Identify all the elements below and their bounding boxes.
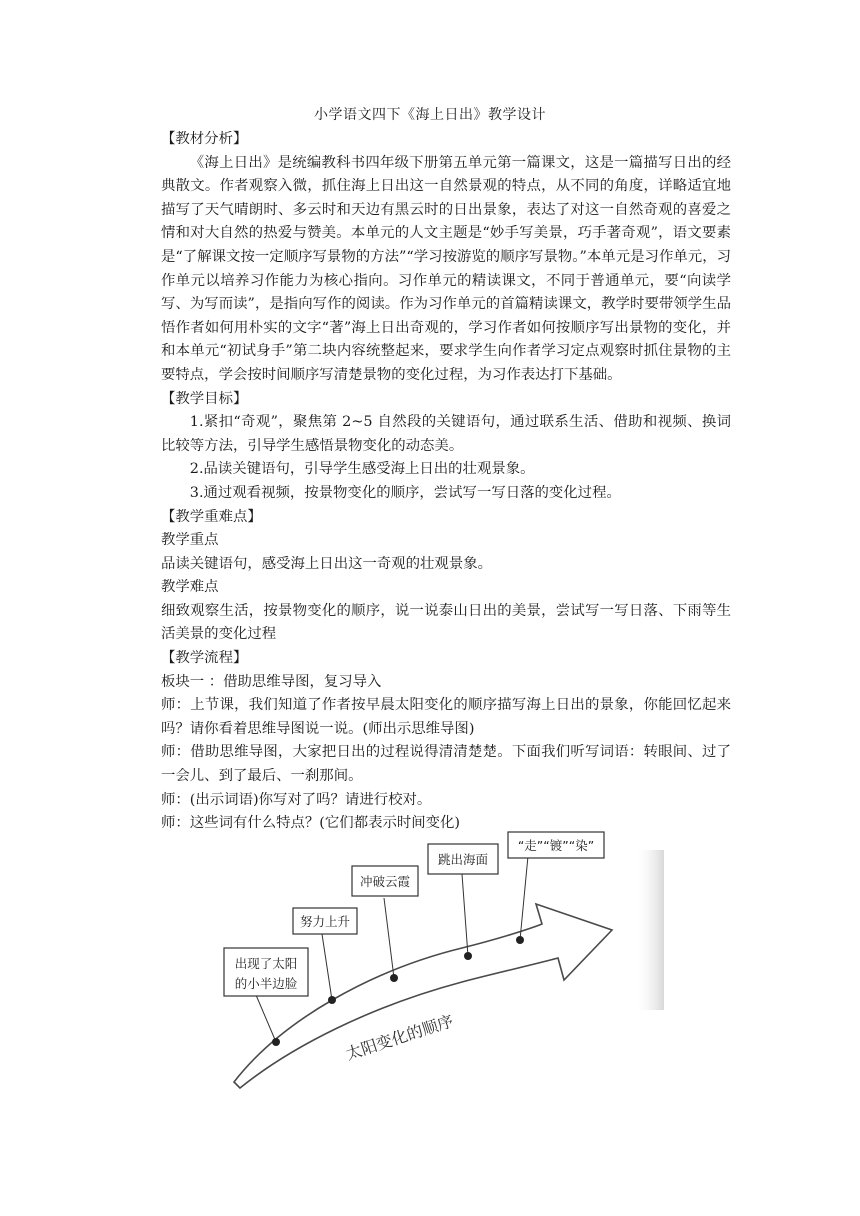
- stage-dot: [272, 1038, 280, 1046]
- stage-dot: [464, 952, 472, 960]
- subheading: 教学难点: [161, 579, 219, 596]
- objective-item: 3.通过观看视频，按景物变化的顺序，尝试写一写日落的变化过程。: [189, 484, 621, 501]
- stage-label: 冲破云霞: [359, 874, 411, 889]
- connector-line: [256, 995, 276, 1042]
- section-heading: 【教学流程】: [161, 650, 248, 667]
- stage-label: 的小半边脸: [234, 976, 298, 991]
- stage-dot: [328, 996, 336, 1004]
- paragraph: 细致观察生活，按景物变化的顺序，说一说泰山日出的美景，尝试写一写日落、下雨等生活美景的变化过程: [161, 602, 731, 643]
- paragraph: 《海上日出》是统编教科书四年级下册第五单元第一篇课文，这是一篇描写日出的经典散文。作者观察入微，抓住海上日出这一自然景观的特点，从不同的角度，详略适宜地描写了天气晴朗时、多云时和天边有黑云时的日出景象，表达了对这一自然奇观的喜爱之情和对大自然的热爱与赞美。本单元的人文主题是“妙手写美景，巧手著奇观”，语文要素是“了解课文按一定顺序写景物的方法”“学习按游览的顺序写景物。”本单元是习作单元，习作单元以培养习作能力为核心指向。习作单元的精读课文，不同于普通单元，要“向读学写、为写而读”，是指向写作的阅读。作为习作单元的首篇精读课文，教学时要带领学生品悟作者如何用朴实的文字“著”海上日出奇观的，学习作者如何按顺序写出景物的变化，并和本单元“初试身手”第二块内容统整起来，要求学生向作者学习定点观察时抓住景物的主要特点，学会按时间顺序写清楚景物的变化过程，为习作表达打下基础。: [161, 154, 731, 383]
- dialogue-line: 师：上节课，我们知道了作者按早晨太阳变化的顺序描写海上日出的景象，你能回忆起来吗？请你看着思维导图说一说。(师出示思维导图): [161, 697, 731, 737]
- stage-dot: [390, 974, 398, 982]
- objective-item: 2.品读关键语句，引导学生感受海上日出的壮观景象。: [189, 461, 535, 478]
- section-heading: 【教材分析】: [161, 131, 248, 147]
- page-shadow: [634, 850, 664, 1010]
- stage-label: 努力上升: [299, 914, 351, 929]
- dialogue-line: 师：借助思维导图，大家把日出的过程说得清清楚楚。下面我们听写词语：转眼间、过了一会儿、到了最后、一刹那间。: [161, 744, 731, 785]
- mind-map-svg: [172, 820, 664, 1096]
- objective-item: 1.紧扣“奇观”，聚焦第 2~5 自然段的关键语句，通过联系生活、借助和视频、换词比较等方法，引导学生感悟景物变化的动态美。: [161, 414, 731, 454]
- connector-line: [384, 898, 394, 978]
- connector-line: [462, 874, 468, 956]
- stage-label: 出现了太阳: [234, 956, 298, 971]
- paragraph: 品读关键语句，感受海上日出这一奇观的壮观景象。: [161, 555, 492, 572]
- document-title: 小学语文四下《海上日出》教学设计: [314, 107, 546, 123]
- subheading: 教学重点: [161, 532, 219, 549]
- section-heading: 【教学重难点】: [161, 508, 262, 525]
- section-heading: 【教学目标】: [161, 390, 248, 407]
- block-title: 板块一 ：借助思维导图，复习导入: [161, 673, 382, 690]
- mind-map-figure: [172, 820, 664, 1096]
- document-body: [161, 128, 731, 836]
- connector-line: [322, 934, 332, 1000]
- dialogue-line: 师：(出示词语)你写对了吗？请进行校对。: [161, 791, 432, 808]
- stage-dot: [516, 936, 524, 944]
- arrow-label: 太阳变化的顺序: [343, 1011, 456, 1064]
- connector-line: [520, 856, 528, 940]
- stage-label: 跳出海面: [437, 852, 489, 867]
- stage-label: “走”“镀”“染”: [517, 838, 595, 853]
- dialogue-line: 师：这些词有什么特点？(它们都表示时间变化): [161, 815, 461, 832]
